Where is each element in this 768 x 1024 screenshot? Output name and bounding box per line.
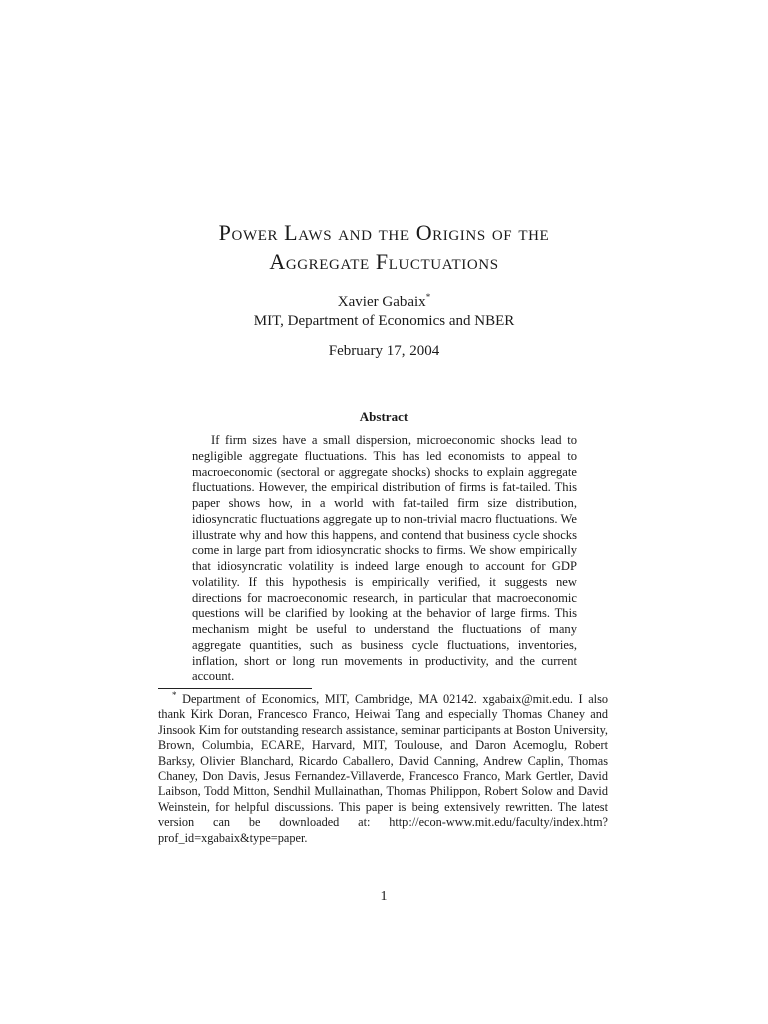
footnote: [158, 689, 608, 846]
abstract-text: If firm sizes have a small dispersion, microeconomic shocks lead to negligible aggregate fluctuations. This has led economists to appeal to macroeconomic (sectoral or aggregate shocks) shocks to explain aggregate fluctuations. However, the empirical distribution of firms is fat-tailed. This paper shows how, in a world with fat-tailed firm size distribution, idiosyncratic fluctuations aggregate up to non-trivial macro fluctuations. We illustrate why and how this happens, and contend that business cycle shocks come in large part from idiosyncratic shocks to firms. We show empirically that idiosyncratic volatility is indeed large enough to account for GDP volatility. If this hypothesis is empirically verified, it suggests new directions for macroeconomic research, in particular that macroeconomic questions will be clarified by looking at the behavior of large firms. This mechanism might be useful to understand the fluctuations of many aggregate quantities, such as business cycle fluctuations, inventories, inflation, short or long run movements in productivity, and the current account.: [192, 433, 577, 684]
page-number: 1: [380, 889, 388, 904]
abstract-heading: Abstract: [359, 409, 409, 424]
author-name-text: Xavier Gabaix: [337, 294, 426, 310]
paper-title-line-2: Aggregate Fluctuations: [269, 249, 499, 274]
author-affiliation: MIT, Department of Economics and NBER: [253, 313, 515, 329]
footnote-mark: *: [172, 689, 177, 700]
author-footnote-mark: *: [425, 292, 431, 302]
author-name: [0, 292, 768, 312]
paper-date: February 17, 2004: [328, 343, 440, 359]
footnote-rule: [158, 688, 312, 689]
footnote-text: Department of Economics, MIT, Cambridge, MA 02142. xgabaix@mit.edu. I also thank Kirk Doran, Francesco Franco, Heiwai Tang and especially Thomas Chaney and Jinsook Kim for outstanding research assistance, seminar participants at Boston University, Brown, Columbia, ECARE, Harvard, MIT, Toulouse, and Daron Acemoglu, Robert Barksy, Olivier Blanchard, Ricardo Caballero, David Canning, Andrew Caplin, Thomas Chaney, Don Davis, Jesus Fernandez-Villaverde, Francesco Franco, Mark Gertler, David Laibson, Todd Mitton, Sendhil Mullainathan, Thomas Philippon, Robert Solow and David Weinstein, for helpful discussions. This paper is being extensively rewritten. The latest version can be downloaded at: http://econ-www.mit.edu/faculty/index.htm?prof_id=xgabaix&type=paper.: [158, 692, 608, 845]
paper-title-line-1: Power Laws and the Origins of the: [218, 220, 550, 245]
